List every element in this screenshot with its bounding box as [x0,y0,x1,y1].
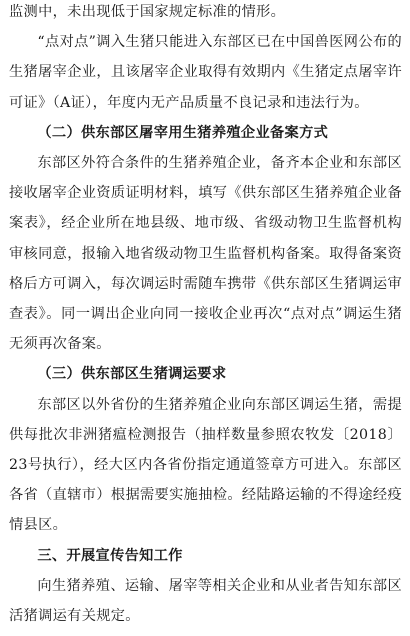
paragraph-transport-requirements: 东部区以外省份的生猪养殖企业向东部区调运生猪，需提供每批次非洲猪瘟检测报告（抽样数量参照农牧发〔2018〕23号执行），经大区内各省份指定通道签章方可进入。东部区各省（直辖市）根据需要实施抽检。经陆路运输的不得途经疫情县区。 [9,396,402,534]
paragraph-filing-method: 东部区外符合条件的生猪养殖企业，备齐本企业和东部区接收屠宰企业资质证明材料，填写《供东部区生猪养殖企业备案表》，经企业所在地县级、地市级、省级动物卫生监督机构审核同意，报输入地省级动物卫生监督机构备案。取得备案资格后方可调入，每次调运时需随车携带《供东部区生猪调运审查表》。同一调出企业向同一接收企业再次“点对点”调运生猪无须再次备案。 [9,155,402,353]
section-heading-filing-method: （二）供东部区屠宰用生猪养殖企业备案方式 [37,124,329,141]
paragraph-point-to-point: “点对点”调入生猪只能进入东部区已在中国兽医网公布的生猪屠宰企业，且该屠宰企业取得有效期内《生猪定点屠宰许可证》（A证），年度内无产品质量不良记录和违法行为。 [9,34,402,111]
section-heading-publicity: 三、开展宣传告知工作 [37,547,183,564]
paragraph-publicity: 向生猪养殖、运输、屠宰等相关企业和从业者告知东部区活猪调运有关规定。 [9,577,402,625]
section-heading-transport-requirements: （三）供东部区生猪调运要求 [37,366,227,383]
paragraph-monitoring: 监测中，未出现低于国家规定标准的情形。 [9,4,286,20]
